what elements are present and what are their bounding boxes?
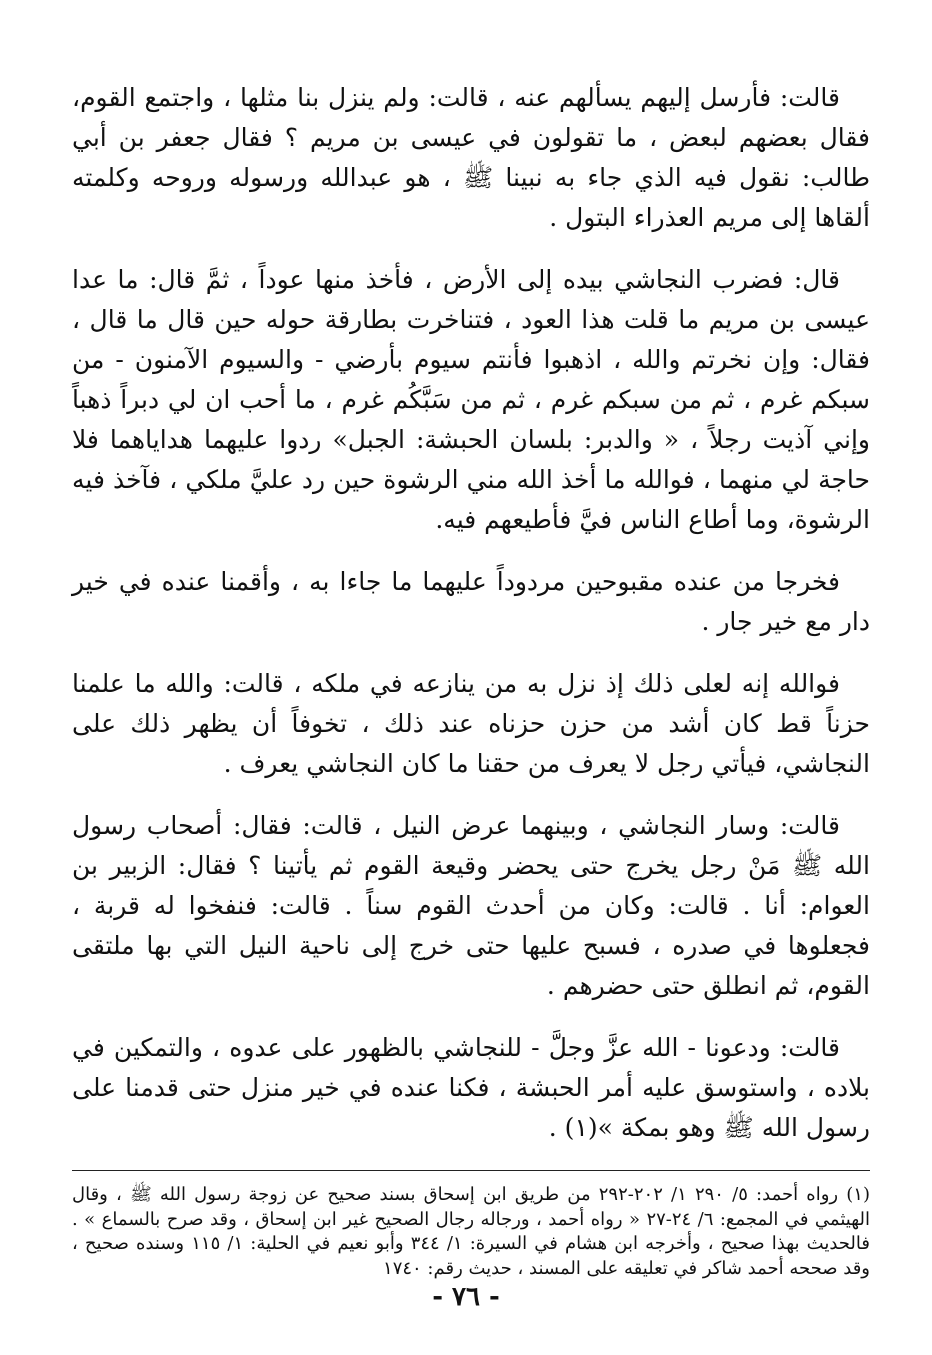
paragraph-1: قالت: فأرسل إليهم يسألهم عنه ، قالت: ولم ينزل بنا مثلها ، واجتمع القوم، فقال بعضهم لبعض ، ما تقولون في عيسى بن مريم ؟ فقال جعفر بن أبي طالب: نقول فيه الذي جاء به نبينا ﷺ ، هو عبدالله ورسوله وروحه وكلمته ألقاها إلى مريم العذراء البتول . [72, 83, 870, 232]
main-text [72, 78, 870, 1148]
page-number: - ٧٦ - [432, 1282, 500, 1312]
paragraph-5: قالت: وسار النجاشي ، وبينهما عرض النيل ، قالت: فقال: أصحاب رسول الله ﷺ مَنْ رجل يخرج حتى يحضر وقيعة القوم ثم يأتينا ؟ فقال: الزبير بن العوام: أنا . قالت: وكان من أحدث القوم سناً . قالت: فنفخوا له قربة ، فجعلوها في صدره ، فسبح عليها حتى خرج إلى ناحية النيل التي بها ملتقى القوم، ثم انطلق حتى حضرهم . [72, 811, 870, 1000]
paragraph-3: فخرجا من عنده مقبوحين مردوداً عليهما ما جاءا به ، وأقمنا عنده في خير دار مع خير جار . [72, 567, 870, 636]
footnote-divider [72, 1170, 870, 1171]
footnote: (١) رواه أحمد: ٥/ ٢٩٠ ١/ ٢٠٢-٢٩٢ من طريق ابن إسحاق بسند صحيح عن زوجة رسول الله ﷺ ، وقال الهيثمي في المجمع: ٦/ ٢٤-٢٧ « رواه أحمد ، ورجاله رجال الصحيح غير ابن إسحاق ، وقد صرح بالسماع » . فالحديث بهذا صحيح ، وأخرجه ابن هشام في السيرة: ١/ ٣٤٤ وأبو نعيم في الحلية: ١/ ١١٥ وسنده صحيح ، وقد صححه أحمد شاكر في تعليقه على المسند ، حديث رقم: ١٧٤٠ [72, 1184, 870, 1279]
paragraph-6: قالت: ودعونا - الله عزَّ وجلَّ - للنجاشي بالظهور على عدوه ، والتمكين في بلاده ، واستوسق عليه أمر الحبشة ، فكنا عنده في خير منزل حتى قدمنا على رسول الله ﷺ وهو بمكة »(١) . [72, 1033, 870, 1142]
paragraph-2: قال: فضرب النجاشي بيده إلى الأرض ، فأخذ منها عوداً ، ثمَّ قال: ما عدا عيسى بن مريم ما قلت هذا العود ، فتناخرت بطارقة حوله حين قال ما قال ، فقال: وإن نخرتم والله ، اذهبوا فأنتم سيوم بأرضي - والسيوم الآمنون - من سبكم غرم ، ثم من سبكم غرم ، ثم من سَبَّكُم غرم ، ما أحب ان لي دبراً ذهباً وإني آذيت رجلاً ، « والدبر: بلسان الحبشة: الجبل» ردوا عليهما هداياهما فلا حاجة لي منهما ، فوالله ما أخذ الله مني الرشوة حين رد عليَّ ملكي ، فآخذ فيه الرشوة، وما أطاع الناس فيَّ فأطيعهم فيه. [72, 265, 870, 534]
paragraph-4: فوالله إنه لعلى ذلك إذ نزل به من ينازعه في ملكه ، قالت: والله ما علمنا حزناً قط كان أشد من حزن حزناه عند ذلك ، تخوفاً أن يظهر ذلك على النجاشي، فيأتي رجل لا يعرف من حقنا ما كان النجاشي يعرف . [72, 669, 870, 778]
